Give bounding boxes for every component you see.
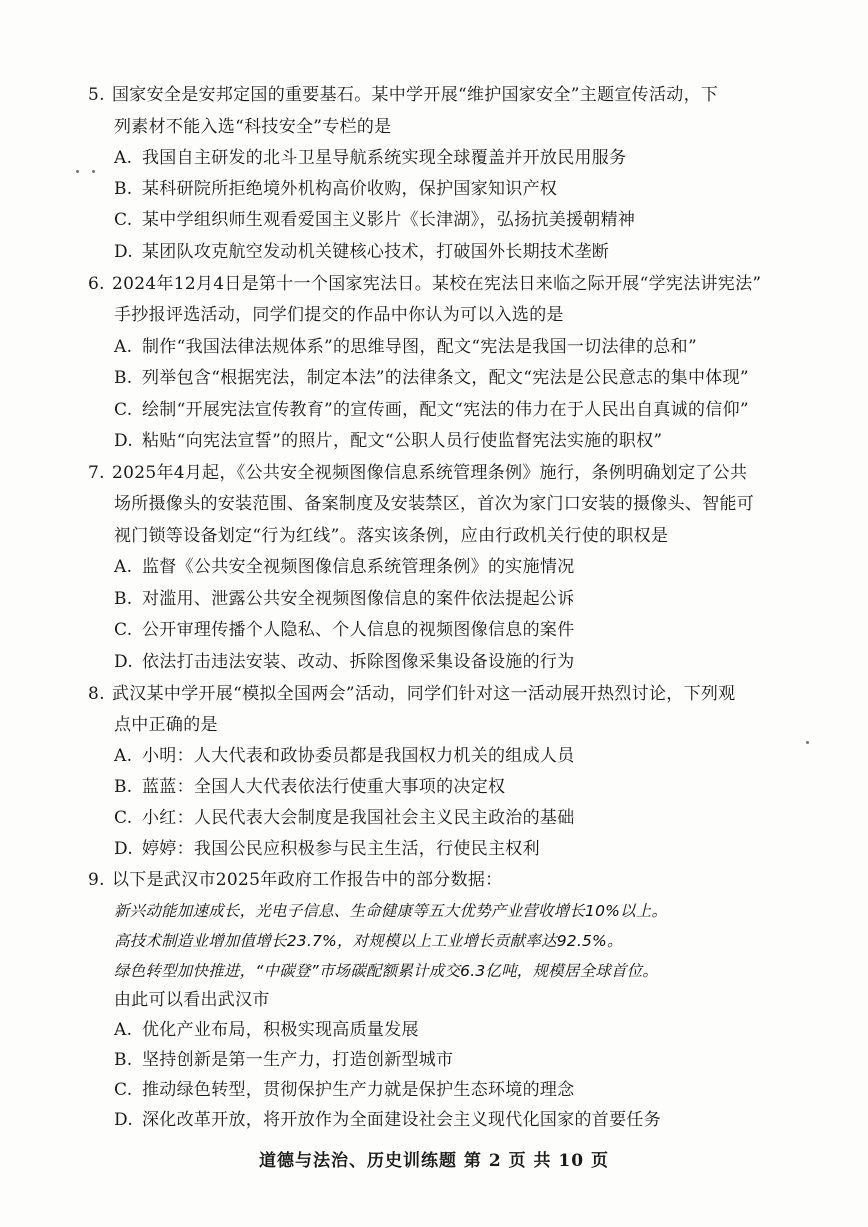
question-6-option-d: D. 粘贴“向宪法宣誓”的照片，配文“公职人员行使监督宪法实施的职权” bbox=[114, 431, 663, 451]
question-5-stem-line-1: 5. 国家安全是安邦定国的重要基石。某中学开展“维护国家安全”主题宣传活动，下 bbox=[88, 85, 719, 105]
question-9-stem-line-1: 9. 以下是武汉市2025年政府工作报告中的部分数据： bbox=[88, 870, 503, 890]
question-8-number: 8. bbox=[88, 684, 105, 704]
question-5-number: 5. bbox=[88, 85, 105, 105]
question-6-number: 6. bbox=[88, 274, 105, 294]
question-8-option-b: B. 蓝蓝：全国人大代表依法行使重大事项的决定权 bbox=[114, 777, 506, 797]
question-6-option-b: B. 列举包含“根据宪法，制定本法”的法律条文，配文“宪法是公民意志的集中体现” bbox=[114, 368, 749, 388]
question-9-data-line-2: 高技术制造业增加值增长23.7%，对规模以上工业增长贡献率达92.5%。 bbox=[114, 932, 623, 950]
question-8-stem-line-1: 8. 武汉某中学开展“模拟全国两会”活动，同学们针对这一活动展开热烈讨论，下列观 bbox=[88, 684, 736, 704]
page-footer: 道德与法治、历史训练题 第 2 页 共 10 页 bbox=[259, 1151, 609, 1171]
question-9-option-d: D. 深化改革开放，将开放作为全面建设社会主义现代化国家的首要任务 bbox=[114, 1110, 661, 1130]
question-9-number: 9. bbox=[88, 870, 105, 890]
question-5-option-a: A. 我国自主研发的北斗卫星导航系统实现全球覆盖并开放民用服务 bbox=[114, 148, 627, 168]
question-6-stem-line-2: 手抄报评选活动，同学们提交的作品中你认为可以入选的是 bbox=[114, 305, 564, 325]
question-7-option-c: C. 公开审理传播个人隐私、个人信息的视频图像信息的案件 bbox=[114, 620, 575, 640]
question-7-stem-line-1: 7. 2025年4月起，《公共安全视频图像信息系统管理条例》施行，条例明确划定了公共 bbox=[88, 463, 748, 483]
question-7-option-a: A. 监督《公共安全视频图像信息系统管理条例》的实施情况 bbox=[114, 557, 575, 577]
question-6-stem-line-1: 6. 2024年12月4日是第十一个国家宪法日。某校在宪法日来临之际开展“学宪法讲宪法” bbox=[88, 274, 762, 294]
question-5-option-c: C. 某中学组织师生观看爱国主义影片《长津湖》，弘扬抗美援朝精神 bbox=[114, 210, 636, 230]
question-9-option-c: C. 推动绿色转型，贯彻保护生产力就是保护生态环境的理念 bbox=[114, 1080, 575, 1100]
question-8-option-c: C. 小红：人民代表大会制度是我国社会主义民主政治的基础 bbox=[114, 808, 575, 828]
question-8-option-d: D. 婷婷：我国公民应积极参与民主生活，行使民主权利 bbox=[114, 839, 540, 859]
question-7-option-d: D. 依法打击违法安装、改动、拆除图像采集设备设施的行为 bbox=[114, 652, 575, 672]
question-8-option-a: A. 小明：人大代表和政协委员都是我国权力机关的组成人员 bbox=[114, 746, 575, 766]
question-6-option-c: C. 绘制“开展宪法宣传教育”的宣传画，配文“宪法的伟力在于人民出自真诚的信仰” bbox=[114, 400, 749, 420]
scan-speck bbox=[92, 170, 95, 173]
scan-speck bbox=[76, 170, 79, 173]
scan-speck bbox=[806, 741, 809, 744]
question-9-option-a: A. 优化产业布局，积极实现高质量发展 bbox=[114, 1020, 419, 1040]
question-7-stem-line-2: 场所摄像头的安装范围、备案制度及安装禁区，首次为家门口安装的摄像头、智能可 bbox=[114, 494, 755, 514]
question-9-stem-line-2: 由此可以看出武汉市 bbox=[114, 990, 270, 1010]
question-8-stem-line-2: 点中正确的是 bbox=[114, 715, 218, 735]
question-5-stem-line-2: 列素材不能入选“科技安全”专栏的是 bbox=[114, 117, 392, 137]
question-7-number: 7. bbox=[88, 463, 105, 483]
question-5-option-b: B. 某科研院所拒绝境外机构高价收购，保护国家知识产权 bbox=[114, 179, 558, 199]
question-7-option-b: B. 对滥用、泄露公共安全视频图像信息的案件依法提起公诉 bbox=[114, 589, 575, 609]
question-9-data-line-1: 新兴动能加速成长，光电子信息、生命健康等五大优势产业营收增长10%以上。 bbox=[114, 902, 668, 920]
question-9-data-line-3: 绿色转型加快推进，“中碳登”市场碳配额累计成交6.3亿吨，规模居全球首位。 bbox=[114, 962, 659, 980]
question-5-option-d: D. 某团队攻克航空发动机关键核心技术，打破国外长期技术垄断 bbox=[114, 242, 610, 262]
question-7-stem-line-3: 视门锁等设备划定“行为红线”。落实该条例，应由行政机关行使的职权是 bbox=[114, 526, 669, 546]
question-9-option-b: B. 坚持创新是第一生产力，打造创新型城市 bbox=[114, 1050, 454, 1070]
question-6-option-a: A. 制作“我国法律法规体系”的思维导图，配文“宪法是我国一切法律的总和” bbox=[114, 337, 697, 357]
